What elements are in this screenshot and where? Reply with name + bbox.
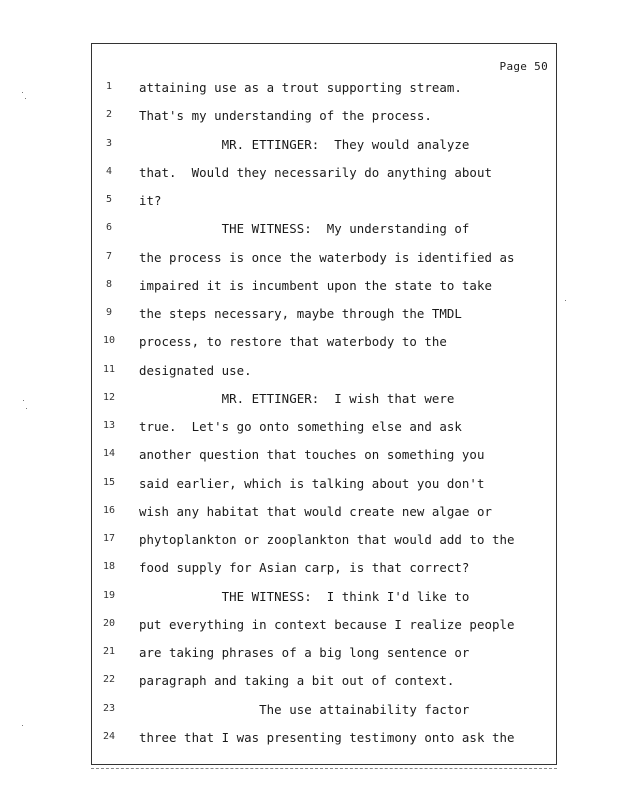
line-number: 20 xyxy=(102,617,116,629)
line-number: 2 xyxy=(105,109,113,121)
transcript-line-text: attaining use as a trout supporting stream. xyxy=(139,80,462,95)
transcript-line-text: designated use. xyxy=(139,362,252,378)
line-number: 5 xyxy=(105,194,113,205)
scan-speck xyxy=(22,92,23,93)
transcript-line-text: wish any habitat that would create new algae or xyxy=(139,503,492,519)
transcript-line-text: THE WITNESS: My understanding of xyxy=(139,221,470,237)
transcript-line-text: put everything in context because I realize people xyxy=(139,616,515,632)
page-bottom-rule xyxy=(91,768,557,769)
line-number: 6 xyxy=(105,222,113,234)
line-number: 10 xyxy=(102,335,116,347)
transcript-line-text: true. Let's go onto something else and ask xyxy=(139,419,462,434)
transcript-line-text: another question that touches on something you xyxy=(139,447,485,463)
transcript-line-text: paragraph and taking a bit out of context. xyxy=(139,673,455,689)
transcript-line-text: MR. ETTINGER: They would analyze xyxy=(139,136,470,152)
line-number: 4 xyxy=(105,165,113,177)
scan-speck xyxy=(25,98,26,99)
line-number: 22 xyxy=(102,674,116,686)
line-number: 16 xyxy=(102,504,116,516)
transcript-line-text: MR. ETTINGER: I wish that were xyxy=(139,390,455,406)
transcript-line-text: process, to restore that waterbody to the xyxy=(139,334,447,350)
transcript-line-text: the process is once the waterbody is identified as xyxy=(139,249,515,265)
transcript-line-text: impaired it is incumbent upon the state to take xyxy=(139,277,492,293)
line-number: 8 xyxy=(105,278,113,290)
transcript-line-text: THE WITNESS: I think I'd like to xyxy=(139,588,470,604)
transcript-line-text: said earlier, which is talking about you don't xyxy=(139,475,485,491)
line-number: 12 xyxy=(102,391,116,403)
line-number: 24 xyxy=(102,730,116,742)
line-number: 9 xyxy=(105,307,113,318)
transcript-line-text: That's my understanding of the process. xyxy=(139,108,432,124)
transcript-line-text: are taking phrases of a big long sentence or xyxy=(139,645,470,660)
transcript-line-text: the steps necessary, maybe through the TMDL xyxy=(139,306,462,321)
line-number: 17 xyxy=(102,533,116,544)
transcript-line-text: that. Would they necessarily do anything about xyxy=(139,164,492,180)
transcript-line-text: phytoplankton or zooplankton that would add to the xyxy=(139,532,515,547)
line-number: 19 xyxy=(102,589,116,601)
line-number: 14 xyxy=(102,448,116,460)
line-number: 13 xyxy=(102,420,116,431)
line-number: 7 xyxy=(105,250,113,262)
line-number: 1 xyxy=(105,81,113,92)
line-number: 3 xyxy=(105,137,113,149)
transcript-line-text: The use attainability factor xyxy=(139,701,470,717)
scan-speck xyxy=(565,300,566,301)
page-number-label: Page 50 xyxy=(499,60,548,73)
scan-speck xyxy=(23,400,24,401)
transcript-line-text: it? xyxy=(139,193,162,208)
line-number: 23 xyxy=(102,702,116,714)
transcript-line-text: food supply for Asian carp, is that correct? xyxy=(139,560,470,576)
line-number: 15 xyxy=(102,476,116,488)
line-number: 11 xyxy=(102,363,116,375)
line-number: 18 xyxy=(102,561,116,573)
line-number: 21 xyxy=(102,646,116,657)
scan-speck xyxy=(26,408,27,409)
transcript-line-text: three that I was presenting testimony onto ask the xyxy=(139,729,515,745)
scan-speck xyxy=(22,725,23,726)
